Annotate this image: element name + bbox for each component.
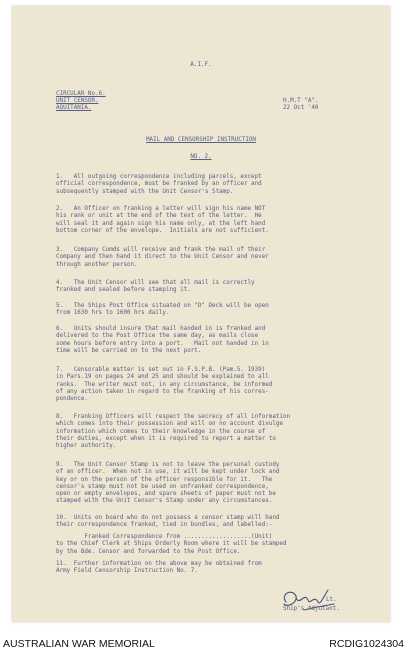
paragraph-8: 8. Franking Officers will respect the secrecy of all information which comes into their possession and will on no account divulge information which comes to their knowledge in the course of their duties, except when it is required to report a matter to higher authority. xyxy=(56,414,291,449)
paragraph-6: 6. Units should insure that mail handed in is franked and delivered to the Post Office the same day, as mails close some hours before entry into a port. Mail not handed in in time will be carried on to the next port. xyxy=(56,326,269,354)
paragraph-franked: Franked Correspondence from ...................(Unit) to the Chief Clerk at Ships Orderly Room where it will be stamped by the Bde. Censor and forwarded to the Post Office. xyxy=(56,534,287,555)
reference-date: 22 Oct '40 xyxy=(283,105,319,111)
paragraph-4: 4. The Unit Censor will see that all mail is correctly franked and sealed before stamping it. xyxy=(56,280,255,294)
paragraph-7: 7. Censorable matter is set out in F.S.P.B. (Pam.5. 1939) in Pars.19 on pages 24 and 25 and should be explained to all ranks. The writer must not, in any circumstance, be informed of any action taken in regard to the franking of his corres- pondence. xyxy=(56,367,273,402)
paragraph-2: 2. An Officer on franking a letter will sign his name NOT his rank or unit at the end of the text of the letter. He will seal it and again sign his name only, at the left hand bottom corner of the envelope. Initials are not sufficient. xyxy=(56,206,269,234)
signature-suffix: Lt. xyxy=(326,597,337,603)
paragraph-10: 10. Units on board who do not possess a censor stamp will hand their correspondence franked, tied in bundles, and labelled:- xyxy=(56,515,280,529)
paragraph-1: 1. All outgoing correspondence including parcels, except official correspondence, must be franked by an officer and subsequently stamped with the Unit Censor's Stamp. xyxy=(56,174,262,195)
circular-unit: UNIT CENSOR. xyxy=(56,98,99,104)
circular-ship: AQUITANIA. xyxy=(56,105,92,111)
document-title: MAIL AND CENSORSHIP INSTRUCTION xyxy=(146,137,256,143)
archive-name: AUSTRALIAN WAR MEMORIAL xyxy=(3,637,155,650)
archive-footer xyxy=(0,633,407,654)
reference-ship: H.M.T "A". xyxy=(283,98,319,104)
paragraph-9: 9. The Unit Censor Stamp is not to leave the personal custody of an officer. When not in use, it will be kept under lock and key or on the person of the officer responsible for it. The censor's stamp must not be used on unfranked correspondence, open or empty envelopes, and spare sheets of paper must not be stamped with the Unit Censor's Stamp under any circumstances. xyxy=(56,462,280,505)
archive-id: RCDIG1024304 xyxy=(329,637,404,650)
paragraph-11: 11. Further information on the above may be obtained from Army Field Censorship Instruction No. 7. xyxy=(56,561,262,575)
paragraph-5: 5. The Ships Post Office situated on "D" Deck will be open from 1630 hrs to 1600 hrs daily. xyxy=(56,303,269,317)
document-page xyxy=(12,6,390,622)
paragraph-3: 3. Company Comds will receive and frank the mail of their Company and then hand it direct to the Unit Censor and never through another person. xyxy=(56,247,269,268)
instruction-number: NO. 2. xyxy=(190,154,212,160)
signature-title: Ship's Adjutant. xyxy=(283,606,340,612)
heading: A.I.F. xyxy=(190,62,212,68)
circular-number: CIRCULAR No.6. xyxy=(56,91,106,97)
